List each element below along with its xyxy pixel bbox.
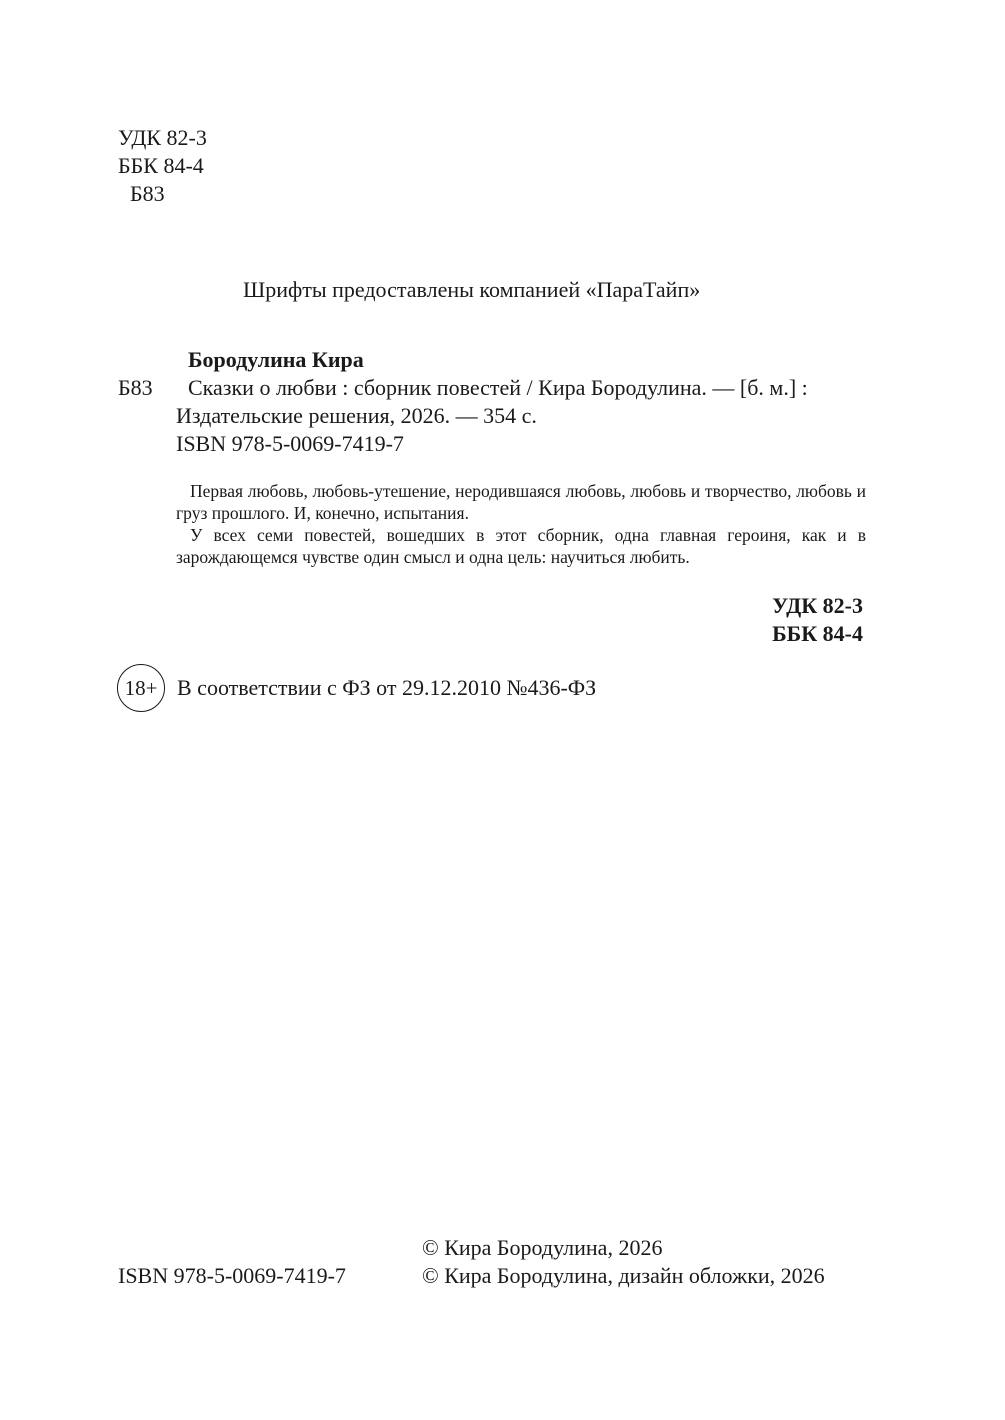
udk-code: УДК 82-3: [118, 125, 207, 150]
annotation-paragraph: У всех семи повестей, вошедших в этот сборник, одна главная героиня, как и в зарождающемся чувстве один смысл и одна цель: научиться любить.: [176, 525, 866, 567]
annotation-paragraph: Первая любовь, любовь-утешение, неродившаяся любовь, любовь и творчество, любовь и груз прошлого. И, конечно, испытания.: [176, 481, 866, 523]
catalog-author: Бородулина Кира: [188, 347, 364, 372]
footer-isbn: ISBN 978-5-0069-7419-7: [118, 1263, 346, 1288]
catalog-publisher-line: Издательские решения, 2026. — 354 с.: [176, 403, 537, 428]
catalog-title-line: Сказки о любви : сборник повестей / Кира Бородулина. — [б. м.] :: [188, 375, 808, 400]
author-mark: Б83: [130, 181, 165, 206]
bbk-code: ББК 84-4: [118, 153, 204, 178]
age-rating: [117, 664, 596, 712]
catalog-record: [118, 346, 878, 458]
catalog-author-mark: Б83: [118, 375, 153, 400]
catalog-isbn: ISBN 978-5-0069-7419-7: [176, 431, 404, 456]
fonts-note: Шрифты предоставлены компанией «ПараТайп»: [243, 277, 701, 302]
age-rating-badge: 18+: [117, 664, 165, 712]
classification-codes: [118, 124, 207, 208]
annotation: [176, 480, 866, 568]
age-rating-text: В соответствии с ФЗ от 29.12.2010 №436-ФЗ: [177, 675, 597, 700]
copyright-block: [422, 1234, 825, 1290]
copyright-line: © Кира Бородулина, 2026: [422, 1235, 663, 1260]
bbk-code-bold: ББК 84-4: [772, 621, 863, 646]
copyright-line: © Кира Бородулина, дизайн обложки, 2026: [422, 1263, 825, 1288]
udk-code-bold: УДК 82-3: [772, 593, 863, 618]
right-classification-codes: [772, 592, 863, 648]
